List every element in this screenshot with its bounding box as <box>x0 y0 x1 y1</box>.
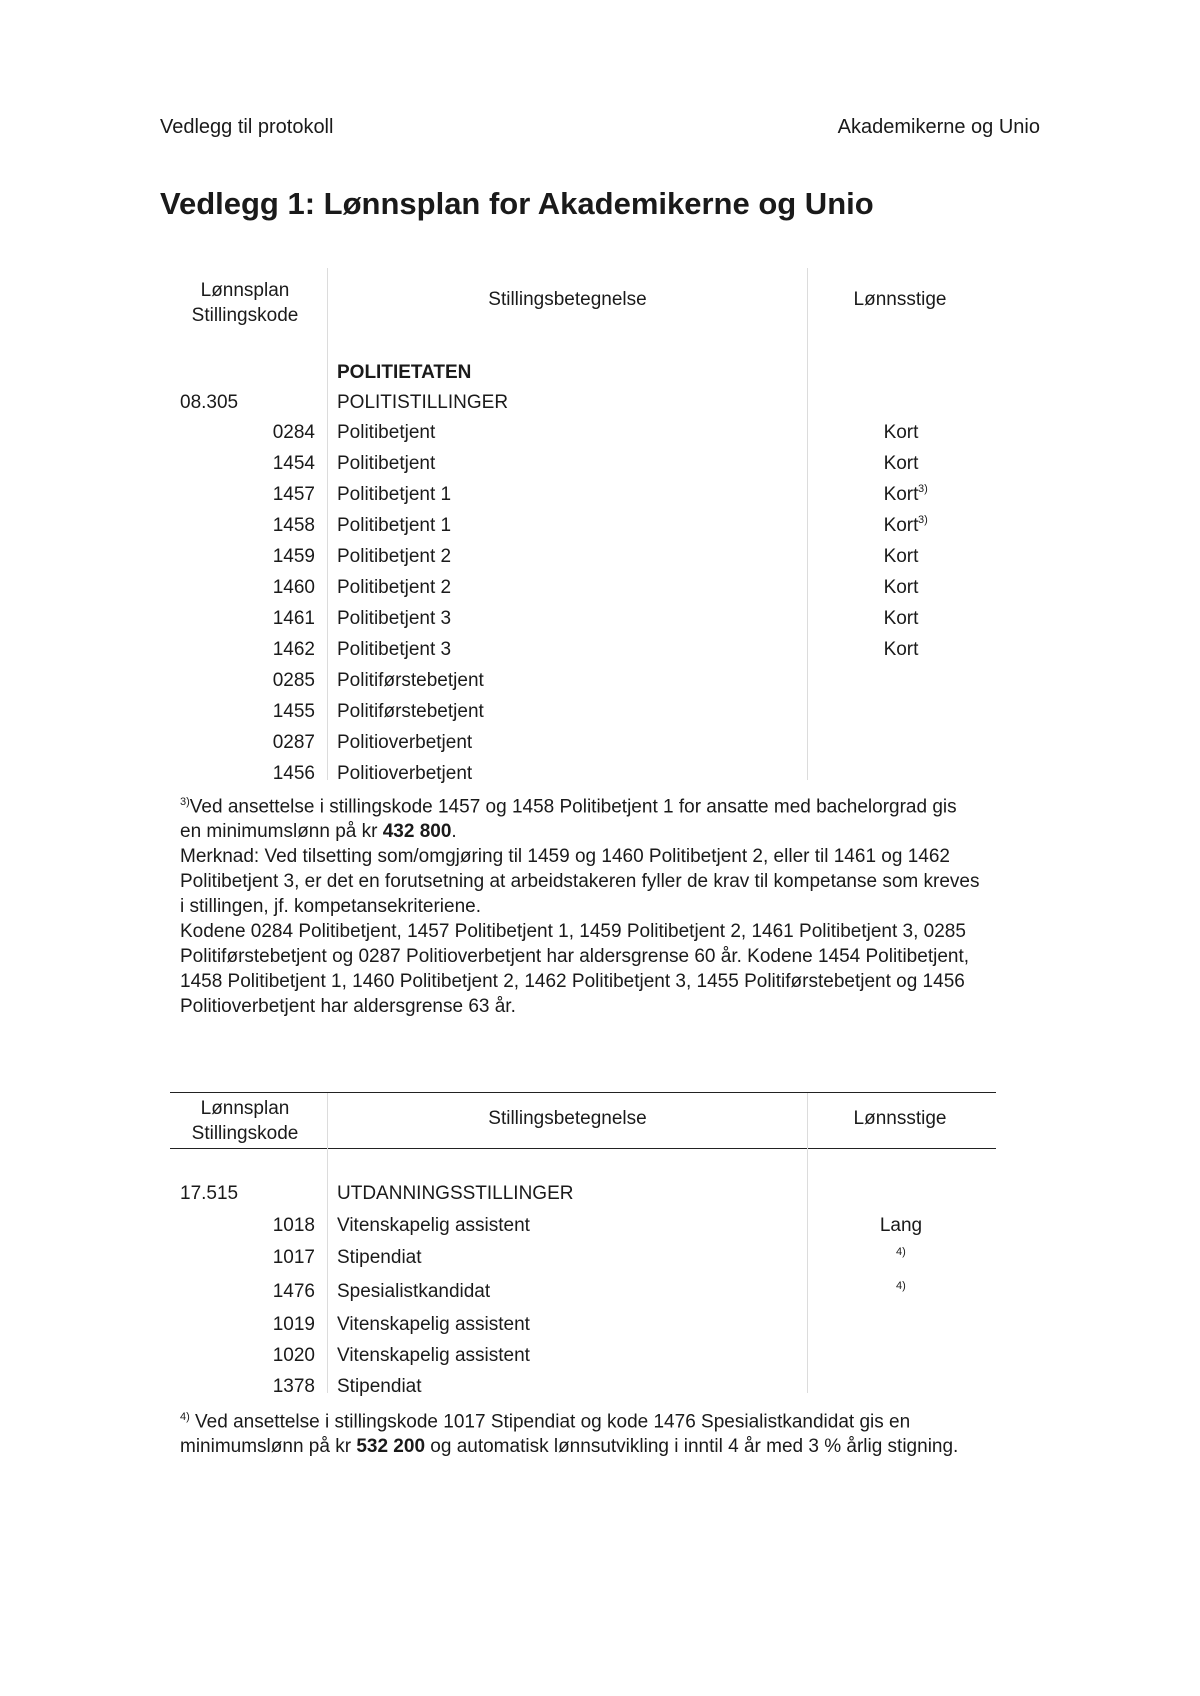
column-header-code-line2: Stillingskode <box>191 305 299 326</box>
position-title: Politibetjent 2 <box>337 577 452 598</box>
plan-number: 08.305 <box>180 392 239 413</box>
position-title: Stipendiat <box>337 1247 422 1268</box>
position-code: 1019 <box>272 1314 315 1335</box>
salary-ladder: Kort <box>883 422 919 443</box>
column-header-code-line1: Lønnsplan <box>200 1098 290 1119</box>
position-code: 1476 <box>272 1281 315 1302</box>
position-title: Vitenskapelig assistent <box>337 1215 530 1236</box>
salary-ladder: Kort <box>883 577 919 598</box>
position-code: 1020 <box>272 1345 315 1366</box>
position-title: Politibetjent <box>337 422 436 443</box>
position-title: Politibetjent 1 <box>337 515 452 536</box>
position-title: Politiførstebetjent <box>337 670 484 691</box>
salary-ladder: Kort <box>883 515 919 536</box>
footnote-ref: 4) <box>896 1246 906 1258</box>
position-title: Politibetjent 3 <box>337 639 452 660</box>
position-title: Politibetjent 2 <box>337 546 452 567</box>
position-code: 0284 <box>272 422 315 443</box>
column-divider <box>807 1093 808 1393</box>
footnote-3 <box>180 790 980 844</box>
position-code: 1018 <box>272 1215 315 1236</box>
column-header-ladder: Lønnsstige <box>853 289 947 310</box>
column-header-code-line1: Lønnsplan <box>200 280 290 301</box>
footnote-end: og automatisk lønnsutvikling i inntil 4 år med 3 % årlig stigning. <box>425 1436 959 1458</box>
position-code: 1460 <box>272 577 315 598</box>
column-header-code <box>170 278 320 328</box>
column-divider <box>327 1093 328 1393</box>
column-header-code-line2: Stillingskode <box>191 1123 299 1144</box>
page-title: Vedlegg 1: Lønnsplan for Akademikerne og Unio <box>160 186 874 221</box>
position-code: 1458 <box>272 515 315 536</box>
position-code: 1459 <box>272 546 315 567</box>
salary-ladder: Kort <box>883 639 919 660</box>
table-header-rule <box>170 1148 996 1149</box>
position-title: Vitenskapelig assistent <box>337 1345 530 1366</box>
age-limit-paragraph: Kodene 0284 Politibetjent, 1457 Politibetjent 1, 1459 Politibetjent 2, 1461 Politibetjent 3, 0285 Politiførstebetjent og 0287 Politioverbetjent har aldersgrense 60 år. Kodene 1454 Politibetjent, 1458 Politibetjent 1, 1460 Politibetjent 2, 1462 Politibetjent 3, 1455 Politiførstebetjent og 1456 Politioverbetjent har aldersgrense 63 år. <box>180 921 970 1017</box>
footnote-text: Ved ansettelse i stillingskode 1017 Stipendiat og kode 1476 Spesialistkandidat gis en minimumslønn på kr <box>180 1411 911 1458</box>
column-header-desc: Stillingsbetegnelse <box>488 289 647 310</box>
footnote-ref: 3) <box>918 483 928 495</box>
footnote-ref: 4) <box>896 1280 906 1292</box>
position-code: 1454 <box>272 453 315 474</box>
salary-ladder: Lang <box>879 1215 923 1236</box>
remark-paragraph: Merknad: Ved tilsetting som/omgjøring til 1459 og 1460 Politibetjent 2, eller til 1461 og 1462 Politibetjent 3, er det en forutsetning at arbeidstakeren fyller de krav til kompetanse som kreves i stillingen, jf. kompetansekriteriene. <box>180 846 980 917</box>
column-divider <box>327 268 328 780</box>
position-code: 1455 <box>272 701 315 722</box>
position-code: 1017 <box>272 1247 315 1268</box>
column-header-ladder: Lønnsstige <box>853 1108 947 1129</box>
position-title: Vitenskapelig assistent <box>337 1314 530 1335</box>
column-header-code <box>170 1096 320 1146</box>
salary-ladder: Kort <box>883 484 919 505</box>
position-code: 1462 <box>272 639 315 660</box>
position-code: 1461 <box>272 608 315 629</box>
plan-number: 17.515 <box>180 1183 239 1204</box>
footnote-end: . <box>451 821 457 843</box>
footnote-amount: 432 800 <box>382 821 452 843</box>
footnote-mark: 3) <box>180 796 190 808</box>
position-title: Politioverbetjent <box>337 763 473 784</box>
header-left: Vedlegg til protokoll <box>160 116 334 138</box>
position-code: 1456 <box>272 763 315 784</box>
salary-ladder: Kort <box>883 453 919 474</box>
group-heading: POLITISTILLINGER <box>337 392 509 413</box>
table-top-rule <box>170 1092 996 1093</box>
position-title: Stipendiat <box>337 1376 422 1397</box>
position-title: Politioverbetjent <box>337 732 473 753</box>
group-heading: UTDANNINGSSTILLINGER <box>337 1183 574 1204</box>
salary-ladder: Kort <box>883 608 919 629</box>
footnote-4 <box>180 1405 980 1459</box>
salary-ladder: Kort <box>883 546 919 567</box>
header-right: Akademikerne og Unio <box>837 116 1040 138</box>
position-title: Politiførstebetjent <box>337 701 484 722</box>
agency-heading: POLITIETATEN <box>337 362 472 383</box>
footnote-ref: 3) <box>918 514 928 526</box>
footnote-amount: 532 200 <box>356 1436 426 1458</box>
footnote-mark: 4) <box>180 1411 190 1423</box>
position-title: Politibetjent <box>337 453 436 474</box>
position-code: 0287 <box>272 732 315 753</box>
position-code: 1378 <box>272 1376 315 1397</box>
position-code: 1457 <box>272 484 315 505</box>
position-title: Spesialistkandidat <box>337 1281 491 1302</box>
column-header-desc: Stillingsbetegnelse <box>488 1108 647 1129</box>
footnote-text: Ved ansettelse i stillingskode 1457 og 1458 Politibetjent 1 for ansatte med bachelorgrad gis en minimumslønn på kr <box>180 796 957 843</box>
position-title: Politibetjent 1 <box>337 484 452 505</box>
position-title: Politibetjent 3 <box>337 608 452 629</box>
position-code: 0285 <box>272 670 315 691</box>
column-divider <box>807 268 808 780</box>
